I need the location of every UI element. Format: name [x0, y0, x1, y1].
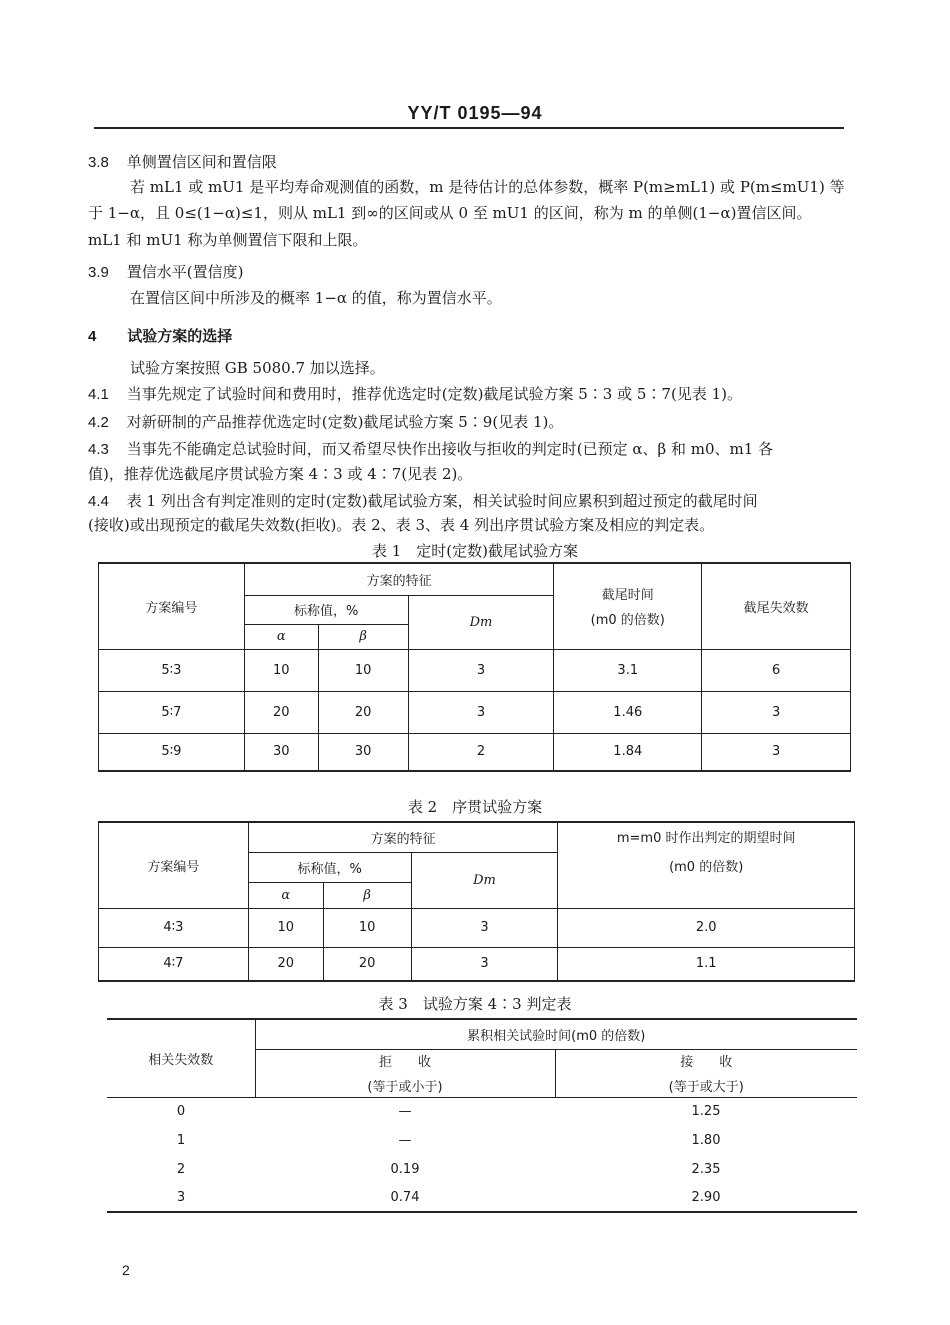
table-3 — [107, 1018, 857, 1213]
clause-number: 4.3 — [88, 441, 109, 458]
paragraph-line: 在置信区间中所涉及的概率 1−α 的值，称为置信水平。 — [130, 289, 502, 307]
table-row: 1 — 1.80 — [176, 1133, 721, 1148]
paragraph-line: 于 1−α，且 0≤(1−α)≤1，则从 mL1 到∞的区间或从 0 至 mU1 的区间，称为 m 的单侧(1−α)置信区间。 — [88, 204, 812, 222]
table-row: 4∶7 20 20 3 1.1 — [99, 947, 855, 981]
header-alpha: α — [248, 882, 323, 908]
section-number: 3.9 — [88, 264, 109, 281]
section-title: 置信水平(置信度) — [126, 263, 244, 281]
header-plan: 方案编号 — [99, 563, 245, 649]
section-title: 试验方案的选择 — [127, 327, 233, 345]
header-expected-time — [558, 822, 855, 908]
header-accept — [555, 1049, 857, 1097]
page-number: 2 — [122, 1262, 130, 1278]
clause-4-3 — [88, 439, 858, 460]
table-1-caption: 表 1 定时(定数)截尾试验方案 — [371, 542, 579, 560]
paragraph-line: 若 mL1 或 mU1 是平均寿命观测值的函数，m 是待估计的总体参数，概率 P(m≥mL1) 或 P(m≤mU1) 等 — [130, 178, 845, 196]
table-row: 5∶9 30 30 2 1.84 3 — [99, 733, 851, 771]
header-trunc-time-label: 截尾时间 — [601, 588, 654, 604]
header-rule — [94, 127, 844, 129]
table-1 — [98, 562, 851, 772]
standard-code-header: YY/T 0195—94 — [407, 103, 543, 123]
section-number: 3.8 — [88, 154, 109, 171]
header-fail-count: 截尾失效数 — [702, 563, 851, 649]
table-row: 5∶7 20 20 3 1.46 3 — [99, 691, 851, 733]
header-beta: β — [323, 882, 411, 908]
header-fail-count: 相关失效数 — [107, 1019, 255, 1097]
section-title: 单侧置信区间和置信限 — [126, 153, 277, 171]
header-feature: 方案的特征 — [248, 822, 558, 852]
paragraph-line: (接收)或出现预定的截尾失效数(拒收)。表 2、表 3、表 4 列出序贯试验方案及相应的判定表。 — [88, 516, 715, 534]
table-row: 3 0.74 2.90 — [107, 1184, 857, 1212]
header-expected-time-label: m=m0 时作出判定的期望时间 — [616, 831, 796, 846]
header-reject — [255, 1049, 555, 1097]
clause-text: 对新研制的产品推荐优选定时(定数)截尾试验方案 5∶9(见表 1)。 — [126, 413, 564, 431]
header-reject-label: 拒 收 — [378, 1055, 431, 1070]
section-number: 4 — [88, 328, 97, 345]
table-row: 2 0.19 2.35 — [176, 1162, 721, 1177]
header-plan: 方案编号 — [99, 822, 249, 908]
header-nominal: 标称值，% — [244, 595, 408, 624]
paragraph-line: 值)，推荐优选截尾序贯试验方案 4∶3 或 4∶7(见表 2)。 — [88, 465, 473, 483]
clause-4-2 — [88, 412, 858, 433]
section-3-9-heading — [88, 262, 858, 283]
header-expected-time-unit: (m0 的倍数) — [669, 860, 744, 875]
header-reject-sub: (等于或小于) — [367, 1080, 443, 1095]
header-alpha: α — [244, 624, 318, 649]
table-row: 5∶3 10 10 3 3.1 6 — [99, 649, 851, 691]
clause-number: 4.4 — [88, 493, 109, 510]
header-accept-sub: (等于或大于) — [668, 1080, 744, 1095]
table-2-caption: 表 2 序贯试验方案 — [407, 798, 543, 816]
clause-number: 4.2 — [88, 414, 109, 431]
paragraph-line: 试验方案按照 GB 5080.7 加以选择。 — [130, 359, 385, 377]
table-3-caption: 表 3 试验方案 4∶3 判定表 — [378, 995, 572, 1013]
header-cumulative-time: 累积相关试验时间(m0 的倍数) — [255, 1019, 857, 1049]
clause-number: 4.1 — [88, 386, 109, 403]
clause-4-1 — [88, 384, 858, 405]
header-beta: β — [318, 624, 408, 649]
header-dm: Dm — [411, 852, 558, 908]
clause-text: 表 1 列出含有判定准则的定时(定数)截尾试验方案，相关试验时间应累积到超过预定的截尾时间 — [126, 492, 758, 510]
header-trunc-time-unit: (m0 的倍数) — [590, 613, 665, 629]
header-accept-label: 接 收 — [680, 1055, 733, 1070]
clause-text: 当事先规定了试验时间和费用时，推荐优选定时(定数)截尾试验方案 5∶3 或 5∶7(见表 1)。 — [126, 385, 742, 403]
section-4-heading — [88, 326, 858, 347]
header-nominal: 标称值，% — [248, 852, 411, 882]
paragraph-line: mL1 和 mU1 称为单侧置信下限和上限。 — [88, 231, 368, 249]
clause-text: 当事先不能确定总试验时间，而又希望尽快作出接收与拒收的判定时(已预定 α、β 和 m0、m1 各 — [126, 440, 774, 458]
table-2 — [98, 821, 855, 982]
header-trunc-time — [554, 563, 702, 649]
section-3-8-heading — [88, 152, 858, 173]
header-feature: 方案的特征 — [244, 563, 554, 595]
header-dm: Dm — [408, 595, 554, 649]
table-row: 4∶3 10 10 3 2.0 — [99, 908, 855, 947]
clause-4-4 — [88, 491, 858, 512]
table-row: 0 — 1.25 — [107, 1097, 857, 1126]
